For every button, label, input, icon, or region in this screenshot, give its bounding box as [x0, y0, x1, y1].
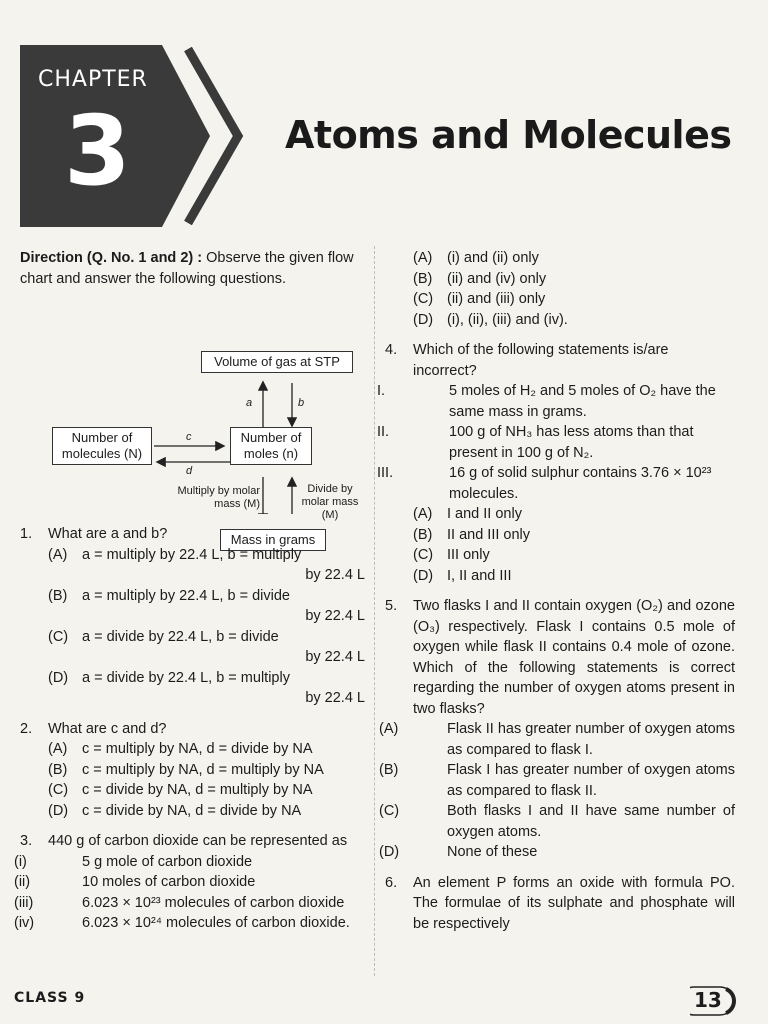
option[interactable]: (B) Flask I has greater number of oxygen atoms as compared to flask II. [379, 762, 735, 799]
question-text: What are a and b? [48, 526, 168, 542]
question-5 [379, 596, 735, 863]
label-c: c [186, 431, 192, 443]
footer-class-label: CLASS 9 [14, 990, 86, 1006]
right-column [377, 248, 735, 934]
direction-text [20, 248, 365, 289]
option[interactable]: (A) c = multiply by NA, d = divide by NA [48, 741, 313, 757]
option-continuation: by 22.4 L [305, 690, 365, 706]
question-1 [20, 524, 365, 709]
question-number: 4. [385, 342, 398, 358]
question-number: 2. [20, 720, 33, 737]
question-4 [377, 340, 735, 586]
option[interactable]: (D) (i), (ii), (iii) and (iv). [413, 311, 568, 328]
question-3 [14, 831, 365, 934]
question-text: 440 g of carbon dioxide can be represented as [48, 833, 348, 849]
question-number: 5. [385, 598, 398, 614]
statement: II. 100 g of NH₃ has less atoms than that present in 100 g of N₂. [377, 424, 694, 461]
question-text: Which of the following statements is/are incorrect? [413, 342, 669, 379]
mass-box: Mass in grams [220, 529, 326, 551]
question-2 [20, 719, 365, 822]
label-b: b [298, 397, 305, 409]
option[interactable]: (D) a = divide by 22.4 L, b = multiply [48, 669, 290, 686]
chapter-number: 3 [64, 95, 131, 207]
label-a: a [246, 397, 253, 409]
flow-arrows [20, 299, 365, 514]
moles-box: Number of moles (n) [230, 427, 312, 465]
statement: (iii) 6.023 × 10²³ molecules of carbon dioxide [14, 894, 345, 911]
question-text: What are c and d? [48, 720, 167, 737]
question-number: 3. [20, 833, 33, 849]
molecules-box: Number of molecules (N) [52, 427, 152, 465]
option[interactable]: (C) c = divide by NA, d = multiply by NA [48, 782, 313, 798]
option-continuation: by 22.4 L [305, 649, 365, 665]
question-number: 6. [385, 874, 398, 891]
label-d: d [186, 465, 193, 477]
option[interactable]: (B) c = multiply by NA, d = multiply by NA [48, 761, 324, 778]
option[interactable]: (D) None of these [379, 844, 538, 860]
statement: III. 16 g of solid sulphur contains 3.76 × 10²³ molecules. [377, 465, 712, 502]
option[interactable]: (A) I and II only [413, 506, 522, 522]
option[interactable]: (B) (ii) and (iv) only [413, 270, 547, 287]
option[interactable]: (C) a = divide by 22.4 L, b = divide [48, 628, 279, 645]
page-number-badge [690, 985, 736, 1017]
chapter-title: Atoms and Molecules [285, 113, 732, 157]
option[interactable]: (C) (ii) and (iii) only [413, 291, 546, 307]
option[interactable]: (A) Flask II has greater number of oxygen atoms as compared to flask I. [379, 721, 735, 758]
option[interactable]: (A) (i) and (ii) only [413, 250, 539, 266]
question-6 [385, 873, 735, 935]
option-continuation: by 22.4 L [305, 608, 365, 624]
option-continuation: by 22.4 L [305, 567, 365, 583]
column-divider [374, 246, 375, 976]
option[interactable]: (B) II and III only [413, 526, 531, 543]
page-number: 13 [694, 988, 722, 1012]
option[interactable]: (A) a = multiply by 22.4 L, b = multiply [48, 546, 302, 563]
question-3-options [385, 248, 735, 330]
option[interactable]: (D) c = divide by NA, d = divide by NA [48, 802, 302, 819]
question-text: An element P forms an oxide with formula PO. The formulae of its sulphate and phosphate will be respectively [413, 874, 735, 932]
option[interactable]: (C) Both flasks I and II have same number of oxygen atoms. [379, 803, 735, 840]
volume-box: Volume of gas at STP [201, 351, 353, 373]
direction-body: Observe the given flow chart and answer the following questions. [20, 250, 354, 287]
statement: (ii) 10 moles of carbon dioxide [14, 874, 256, 890]
chapter-label: CHAPTER [38, 67, 148, 92]
left-column [14, 248, 365, 934]
question-text: Two flasks I and II contain oxygen (O₂) and ozone (O₃) respectively. Flask I contains 0.5 mole of oxygen while flask II contains 0.4 mole of ozone. Which of the following statements is correct regarding the number of oxygen atoms present in two flasks? [413, 598, 735, 717]
statement: I. 5 moles of H₂ and 5 moles of O₂ have the same mass in grams. [377, 383, 716, 420]
option[interactable]: (C) III only [413, 547, 490, 563]
label-multiply: Multiply by molar mass (M) [177, 485, 260, 510]
direction-label: Direction (Q. No. 1 and 2) : [20, 250, 203, 266]
statement: (i) 5 g mole of carbon dioxide [14, 853, 253, 870]
option[interactable]: (D) I, II and III [413, 567, 512, 584]
statement: (iv) 6.023 × 10²⁴ molecules of carbon dioxide. [14, 915, 350, 931]
option[interactable]: (B) a = multiply by 22.4 L, b = divide [48, 587, 290, 604]
label-divide: Divide by molar mass (M) [301, 483, 359, 521]
chapter-banner [20, 45, 248, 227]
question-number: 1. [20, 526, 33, 542]
